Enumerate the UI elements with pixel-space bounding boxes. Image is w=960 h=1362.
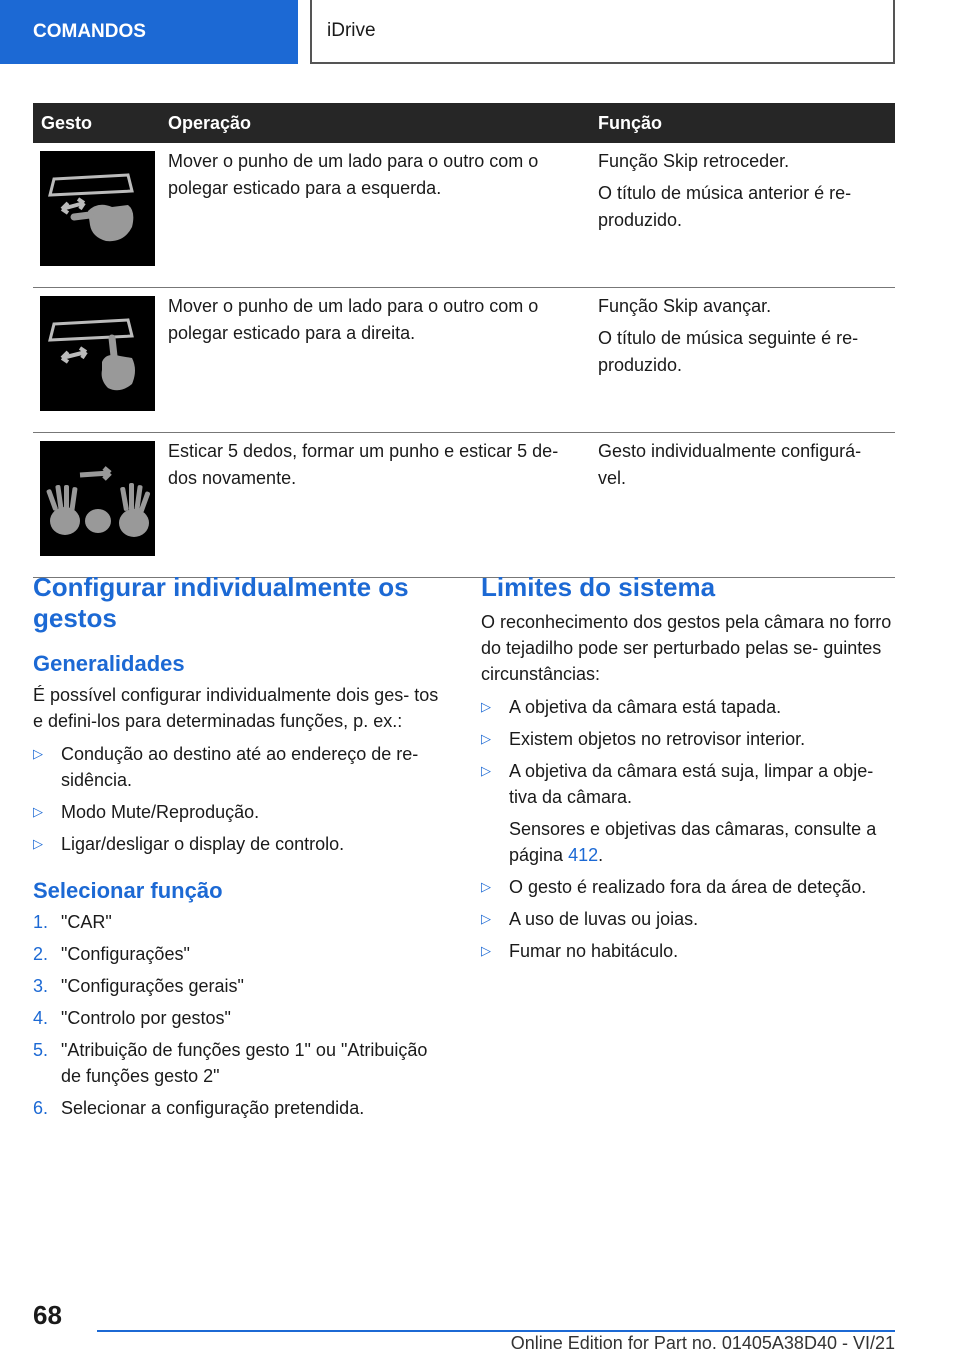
list-item-text: Condução ao destino até ao endereço de re- sidência. [61, 744, 419, 790]
list-item [33, 831, 443, 857]
step-number: 3. [33, 976, 49, 996]
list-item [481, 906, 895, 932]
triangle-bullet-icon: ▷ [481, 699, 491, 714]
function-text: Gesto individualmente configurá- vel. [598, 441, 862, 488]
subsection-heading: Selecionar função [33, 878, 223, 903]
right-column [481, 572, 895, 970]
triangle-bullet-icon: ▷ [481, 879, 491, 894]
triangle-bullet-icon: ▷ [481, 911, 491, 926]
list-item [33, 799, 443, 825]
list-item-text: Existem objetos no retrovisor interior. [509, 729, 806, 749]
table-row [33, 433, 895, 578]
cross-reference-end: . [598, 845, 604, 865]
triangle-bullet-icon: ▷ [481, 731, 491, 746]
left-column [33, 572, 443, 1127]
triangle-bullet-icon: ▷ [481, 943, 491, 958]
function-cell [590, 288, 895, 433]
column-header: Função [590, 103, 895, 143]
section-title: Configurar individualmente os gestos [33, 572, 409, 633]
triangle-bullet-icon: ▷ [33, 804, 43, 819]
step-number: 4. [33, 1008, 49, 1028]
list-item [33, 1095, 443, 1121]
subsection-heading: Generalidades [33, 651, 185, 676]
list-item [33, 741, 443, 793]
five-fingers-fist-gesture-icon [40, 441, 155, 556]
triangle-bullet-icon: ▷ [33, 746, 43, 761]
list-item-text: Ligar/desligar o display de controlo. [61, 834, 345, 854]
step-number: 1. [33, 912, 49, 932]
list-item-text: A uso de luvas ou joias. [509, 909, 699, 929]
list-item [481, 694, 895, 720]
list-item [33, 1037, 443, 1089]
step-text: "CAR" [61, 912, 112, 932]
list-item [33, 909, 443, 935]
footer-divider [97, 1330, 895, 1332]
triangle-bullet-icon: ▷ [33, 836, 43, 851]
paragraph: O reconhecimento dos gestos pela câmara no forro do tejadilho pode ser perturbado pelas se- guintes circunstâncias: [481, 612, 892, 684]
list-item-text: Fumar no habitáculo. [509, 941, 679, 961]
gesture-image-cell [33, 143, 160, 288]
footer-edition: Online Edition for Part no. 01405A38D40 - VI/21 [510, 1333, 895, 1353]
bullet-list [33, 741, 443, 857]
step-text: "Configurações" [61, 944, 190, 964]
function-text: Função Skip retroceder. [598, 151, 790, 171]
list-item [33, 941, 443, 967]
page-number: 68 [33, 1300, 62, 1330]
operation-cell: Esticar 5 dedos, formar um punho e esticar 5 de- dos novamente. [160, 433, 590, 578]
list-item [33, 973, 443, 999]
paragraph: É possível configurar individualmente dois ges- tos e defini-los para determinadas funções, p. ex.: [33, 685, 439, 731]
list-item-text: Modo Mute/Reprodução. [61, 802, 260, 822]
step-number: 6. [33, 1098, 49, 1118]
chapter-title: iDrive [310, 0, 895, 64]
list-item-text: A objetiva da câmara está suja, limpar a obje- tiva da câmara. [509, 761, 874, 807]
page-link[interactable]: 412 [568, 845, 599, 865]
list-item-text: O gesto é realizado fora da área de deteção. [509, 877, 867, 897]
column-header: Operação [160, 103, 590, 143]
cross-reference-text: Sensores e objetivas das câmaras, consulte a página [509, 819, 877, 865]
section-tab: COMANDOS [0, 0, 298, 64]
function-cell [590, 433, 895, 578]
step-text: Selecionar a configuração pretendida. [61, 1098, 365, 1118]
cross-reference [509, 816, 895, 868]
step-number: 5. [33, 1040, 49, 1060]
operation-cell: Mover o punho de um lado para o outro com o polegar esticado para a direita. [160, 288, 590, 433]
swipe-thumb-left-gesture-icon [40, 151, 155, 266]
list-item-text: A objetiva da câmara está tapada. [509, 697, 782, 717]
function-text: O título de música seguinte é re- produzido. [598, 328, 859, 375]
table-row [33, 143, 895, 288]
step-text: "Configurações gerais" [61, 976, 244, 996]
step-text: "Atribuição de funções gesto 1" ou "Atribuição de funções gesto 2" [61, 1040, 428, 1086]
gesture-image-cell [33, 288, 160, 433]
triangle-bullet-icon: ▷ [481, 763, 491, 778]
table-row [33, 288, 895, 433]
swipe-thumb-right-gesture-icon [40, 296, 155, 411]
function-cell [590, 143, 895, 288]
list-item [481, 874, 895, 900]
list-item [33, 1005, 443, 1031]
step-number: 2. [33, 944, 49, 964]
step-list [33, 909, 443, 1121]
gesture-table [33, 103, 895, 578]
list-item [481, 938, 895, 964]
section-title: Limites do sistema [481, 572, 716, 602]
function-text: Função Skip avançar. [598, 296, 772, 316]
gesture-image-cell [33, 433, 160, 578]
function-text: O título de música anterior é re- produzido. [598, 183, 852, 230]
table-header-row [33, 103, 895, 143]
bullet-list [481, 694, 895, 964]
list-item [481, 726, 895, 752]
column-header: Gesto [33, 103, 160, 143]
list-item [481, 758, 895, 868]
step-text: "Controlo por gestos" [61, 1008, 231, 1028]
operation-cell: Mover o punho de um lado para o outro com o polegar esticado para a esquerda. [160, 143, 590, 288]
